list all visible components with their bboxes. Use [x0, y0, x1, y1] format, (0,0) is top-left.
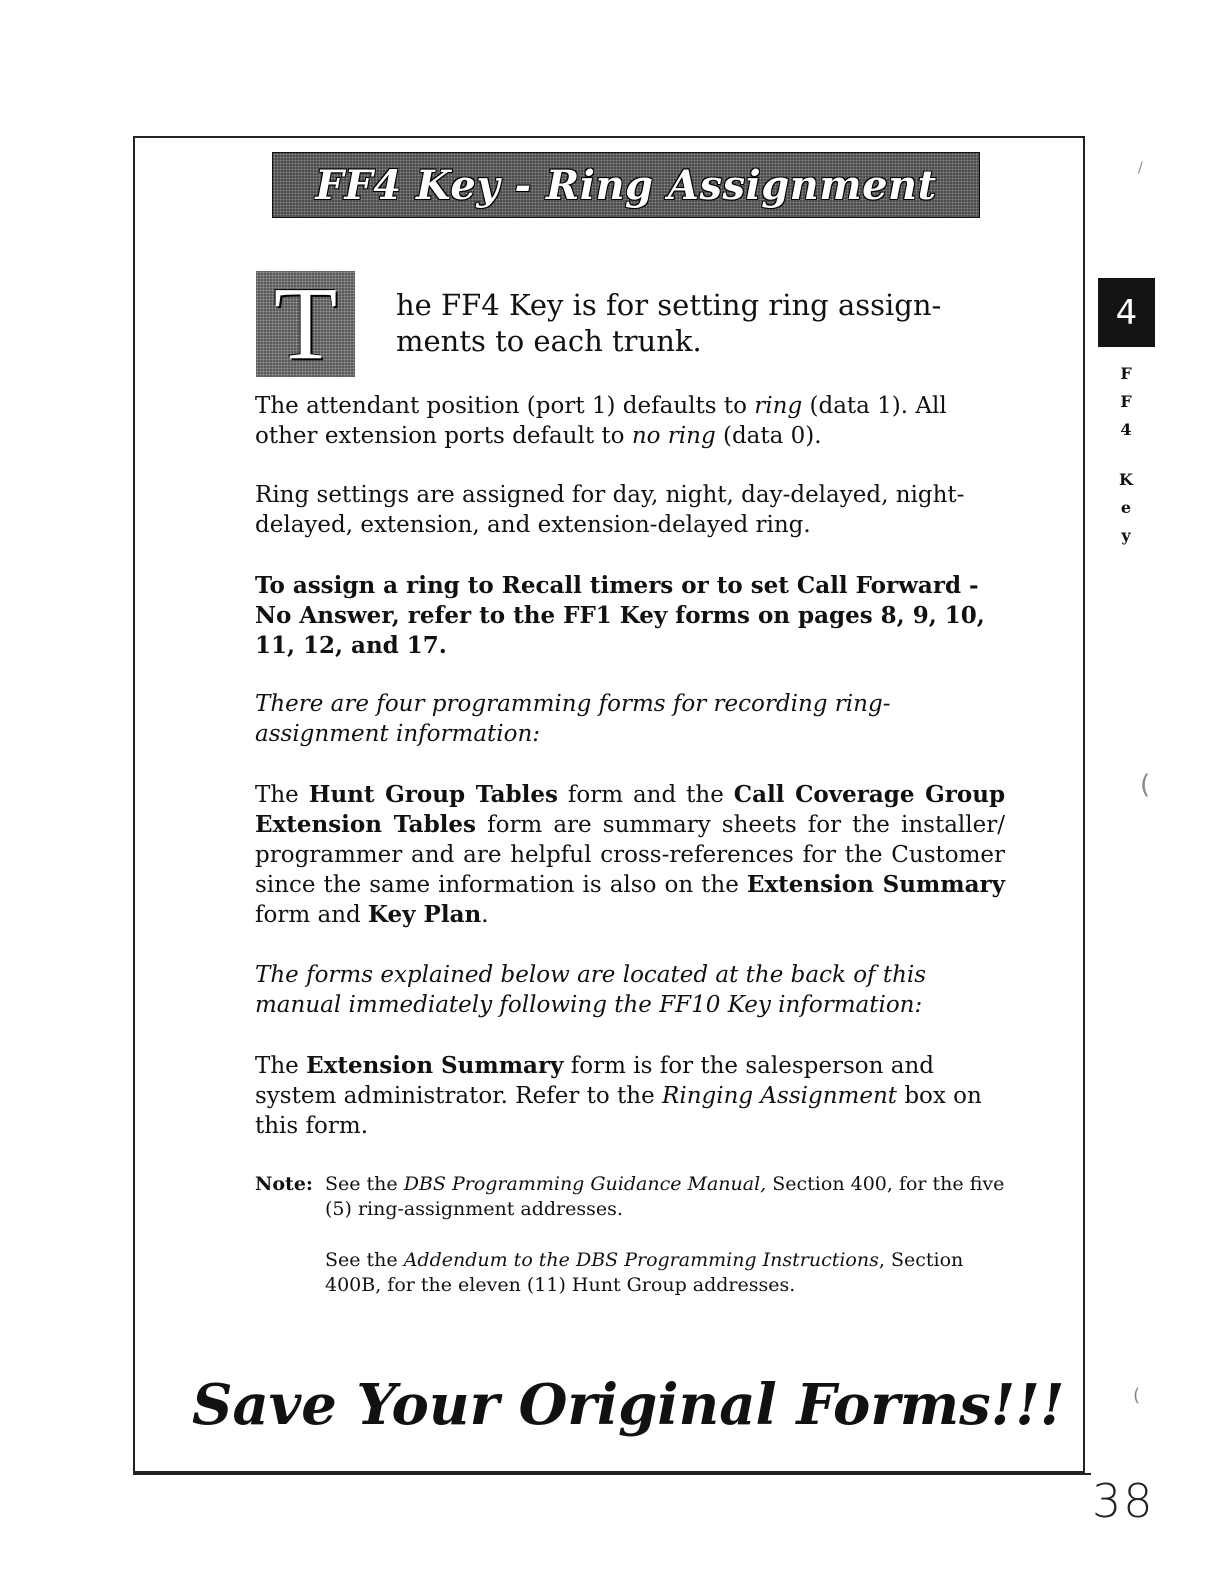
- closing-banner-text: Save Your Original Forms!!!: [192, 1372, 1065, 1438]
- paragraph-summary-sheets: [255, 780, 1005, 930]
- paragraph-ring-settings: Ring settings are assigned for day, night, day-delayed, night-delayed, extension, and extension-delayed ring.: [255, 482, 965, 538]
- tab-gap: [1112, 444, 1140, 466]
- text-run-italic: Ringing Assignment: [662, 1083, 898, 1109]
- text-run: See the: [325, 1173, 404, 1195]
- paragraph-forms-location: The forms explained below are located at the back of this manual immediately following the FF10 Key information:: [255, 962, 927, 1018]
- page-number: 38: [1092, 1474, 1155, 1528]
- drop-cap-letter: T: [273, 266, 338, 381]
- tab-letter: e: [1120, 498, 1132, 517]
- note-block: [255, 1172, 1005, 1298]
- page-title: FF4 Key - Ring Assignment: [315, 161, 937, 209]
- text-run-bold: Extension Summary: [306, 1052, 564, 1079]
- text-run: form and the: [557, 782, 734, 808]
- text-run: form are summary sheets for the installer/ programmer and are helpful cross-references for the Customer since the same information is also on the: [255, 812, 1005, 898]
- text-run-italic: no ring: [631, 423, 716, 449]
- note-guidance-manual: [325, 1172, 1005, 1222]
- text-run: form is for the salesperson and system administrator. Refer to the: [255, 1053, 934, 1109]
- text-run-bold: Key Plan: [368, 901, 482, 928]
- text-run: Section 400, for the five (5) ring-assignment addresses.: [325, 1173, 1005, 1220]
- text-run: form and: [255, 902, 369, 928]
- intro-text: he FF4 Key is for setting ring assign-ments to each trunk.: [396, 288, 942, 358]
- text-run: (data 0).: [715, 423, 822, 449]
- text-run-bold: Hunt Group Tables: [308, 781, 558, 808]
- scan-speck: (: [1133, 1385, 1141, 1406]
- tab-letter: 4: [1120, 420, 1132, 439]
- text-run: The: [255, 782, 309, 808]
- paragraph-four-forms: There are four programming forms for recording ring-assignment information:: [255, 691, 891, 747]
- paragraph-extension-summary: [255, 1051, 1005, 1141]
- drop-cap: [256, 266, 355, 381]
- scan-speck: /: [1138, 160, 1143, 176]
- text-run: The: [255, 1053, 307, 1079]
- text-run-italic: ring: [754, 393, 803, 419]
- text-run: box on this form.: [255, 1083, 982, 1139]
- tab-letter: K: [1119, 470, 1133, 489]
- section-tab-label: [1112, 360, 1140, 550]
- text-run-italic: Addendum to the DBS Programming Instructions: [403, 1249, 879, 1271]
- section-tab-number: 4: [1098, 278, 1155, 347]
- text-run: See the: [325, 1249, 404, 1271]
- text-run: The attendant position (port 1) defaults to: [255, 393, 755, 419]
- note-addendum: [325, 1248, 1005, 1298]
- text-run-bold: Extension Summary: [746, 871, 1005, 898]
- tab-letter: F: [1120, 364, 1132, 383]
- tab-letter: F: [1120, 392, 1132, 411]
- tab-letter: y: [1121, 526, 1131, 545]
- paragraph-attendant-defaults: [255, 391, 1005, 451]
- title-banner: [272, 152, 980, 218]
- text-run: , Section 400B, for the eleven (11) Hunt Group addresses.: [325, 1249, 964, 1296]
- text-run: .: [481, 902, 489, 928]
- paragraph-recall-note: To assign a ring to Recall timers or to set Call Forward - No Answer, refer to the FF1 Key forms on pages 8, 9, 10, 11, 12, and 17.: [255, 572, 985, 659]
- note-label: Note:: [255, 1173, 313, 1195]
- text-run-bold: Call Coverage Group Extension Tables: [255, 781, 1006, 838]
- frame-bottom-rule: [133, 1473, 1091, 1475]
- scan-speck: (: [1140, 770, 1151, 800]
- text-run-italic: DBS Programming Guidance Manual,: [403, 1173, 767, 1195]
- text-run: (data 1). All other extension ports default to: [255, 393, 947, 449]
